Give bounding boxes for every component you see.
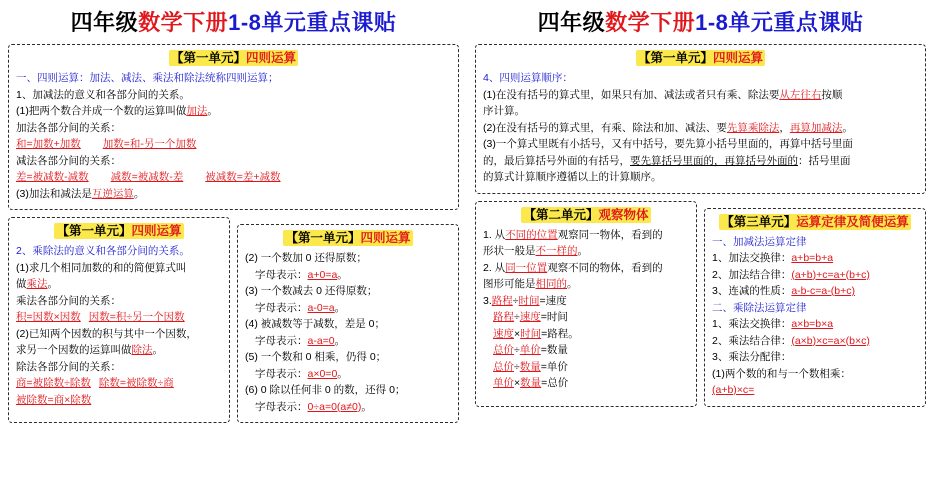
- text-line: (1)求几个相同加数的和的简便算式叫: [16, 261, 187, 274]
- card-badge-rest: 运算定律及简便运算: [796, 214, 909, 229]
- text-line: (5) 一个数和 0 相乘，仍得 0；: [245, 351, 387, 363]
- text-line: 3.路程÷时间=速度: [483, 294, 567, 307]
- card-unit1-operation-order: [475, 44, 926, 194]
- text-line: 2. 从同一位置观察不同的物体，看到的: [483, 261, 663, 274]
- text-line: (3)一个算式里既有小括号，又有中括号，要先算小括号里面的，再算中括号里面: [483, 138, 853, 150]
- title-part-3: 1-8单元重点课贴: [228, 10, 397, 35]
- card-unit1-four-operations-left-bottom-2: [237, 224, 459, 423]
- text-line: 1、乘法交换律：a×b=b×a: [712, 318, 834, 330]
- card-title: [245, 230, 451, 247]
- card-badge-rest: 四则运算: [246, 51, 297, 65]
- card-badge: 【第一单元】: [56, 224, 132, 238]
- text-line: 字母表示：a×0=0。: [255, 367, 348, 380]
- text-line: (1)两个数的和与一个数相乘：: [712, 367, 851, 380]
- title-part-1: 四年级: [70, 10, 139, 35]
- card-unit1-four-operations-left-top: [8, 44, 459, 210]
- card-title: [483, 207, 689, 224]
- text-line: 总价÷数量=单价: [493, 360, 568, 373]
- text-line: 做乘法。: [16, 278, 58, 290]
- card-title: [16, 50, 451, 67]
- card-unit1-four-operations-left-bottom: [8, 217, 230, 423]
- card-badge: 【第一单元】: [285, 231, 361, 245]
- text-line: 序计算。: [483, 105, 525, 117]
- text-line: 1、加法交换律：a+b=b+a: [712, 252, 834, 264]
- text-line: (3)加法和减法是互逆运算。: [16, 187, 145, 200]
- card-unit3-operation-laws: [704, 208, 926, 407]
- text-line: (2)在没有括号的算式里，有乘、除法和加、减法、要先算乘除法，再算加减法。: [483, 121, 853, 134]
- text-line: (3) 一个数减去 0 还得原数；: [245, 285, 378, 297]
- text-line: 积=因数×因数 因数=积÷另一个因数: [16, 311, 185, 323]
- text-line: 图形可能是相同的。: [483, 278, 578, 290]
- text-line: 形状一般是不一样的。: [483, 245, 588, 257]
- card-badge: 【第一单元】: [637, 51, 713, 65]
- page-title: [8, 8, 459, 38]
- card-title: [16, 223, 222, 240]
- card-badge-rest: 四则运算: [131, 224, 182, 238]
- text-line: 和=加数+加数 加数=和-另一个加数: [16, 138, 197, 150]
- text-line: (4) 被减数等于减数，差是 0；: [245, 318, 386, 330]
- text-line: 单价×数量=总价: [493, 377, 569, 389]
- left-bottom-card-row: [8, 217, 459, 423]
- text-line: (6) 0 除以任何非 0 的数，还得 0；: [245, 384, 406, 396]
- text-line: 字母表示：a+0=a。: [255, 268, 348, 281]
- page-title-2: [475, 8, 926, 38]
- card-title: [483, 50, 918, 67]
- text-line: 2、乘除法的意义和各部分间的关系。: [16, 245, 190, 257]
- text-line: (a+b)×c=: [712, 384, 755, 396]
- text-line: 二、乘除法运算定律: [712, 301, 807, 314]
- text-line: 求另一个因数的运算叫做除法。: [16, 344, 163, 356]
- text-line: (1)把两个数合并成一个数的运算叫做加法。: [16, 105, 218, 117]
- text-line: 的算式计算顺序遵循以上的计算顺序。: [483, 171, 662, 183]
- card-badge-rest: 四则运算: [713, 51, 764, 65]
- text-line: 除法各部分间的关系：: [16, 360, 121, 373]
- card-badge: 【第二单元】: [523, 207, 599, 222]
- card-badge-rest: 观察物体: [598, 207, 649, 222]
- text-line: 速度×时间=路程。: [493, 327, 579, 340]
- text-line: 被除数=商×除数: [16, 393, 92, 406]
- text-line: 3、连减的性质：a-b-c=a-(b+c): [712, 285, 855, 297]
- text-line: 字母表示：0÷a=0(a≠0)。: [255, 400, 372, 413]
- text-line: 一、四则运算：加法、减法、乘法和除法统称四则运算；: [16, 72, 279, 84]
- title-part-2: 数学下册: [138, 10, 229, 35]
- text-line: 的，最后算括号外面的有括号，要先算括号里面的，再算括号外面的：括号里面: [483, 154, 851, 167]
- text-line: 路程÷速度=时间: [493, 311, 568, 323]
- text-line: 加法各部分间的关系：: [16, 121, 121, 134]
- title-part-2: 数学下册: [605, 10, 696, 35]
- right-bottom-card-row: [475, 201, 926, 407]
- text-line: (1)在没有括号的算式里，如果只有加、减法或者只有乘、除法要从左往右按顺: [483, 88, 843, 101]
- text-line: 3、乘法分配律：: [712, 351, 792, 363]
- right-page-half: [467, 0, 934, 497]
- text-line: 字母表示：a-a=0。: [255, 334, 346, 347]
- text-line: 字母表示：a-0=a。: [255, 301, 346, 314]
- text-line: 总价÷单价=数量: [493, 344, 568, 356]
- card-badge: 【第一单元】: [170, 51, 246, 65]
- text-line: 减法各部分间的关系：: [16, 154, 121, 167]
- text-line: 2、加法结合律：(a+b)+c=a+(b+c): [712, 268, 870, 281]
- title-part-3: 1-8单元重点课贴: [695, 10, 864, 35]
- card-unit2-observe-objects: [475, 201, 697, 407]
- title-part-1: 四年级: [537, 10, 606, 35]
- text-line: 2、乘法结合律：(a×b)×c=a×(b×c): [712, 334, 870, 347]
- card-badge: 【第三单元】: [721, 214, 797, 229]
- text-line: 4、四则运算顺序：: [483, 72, 573, 84]
- text-line: 1、加减法的意义和各部分间的关系。: [16, 88, 190, 101]
- card-badge-rest: 四则运算: [360, 231, 411, 245]
- card-title: [712, 214, 918, 231]
- text-line: 差=被减数-减数 减数=被减数-差 被减数=差+减数: [16, 171, 281, 183]
- text-line: 商=被除数÷除数 除数=被除数÷商: [16, 377, 174, 389]
- text-line: 一、加减法运算定律: [712, 235, 807, 248]
- text-line: 1. 从不同的位置观察同一物体，看到的: [483, 228, 663, 241]
- text-line: 乘法各部分间的关系：: [16, 294, 121, 307]
- text-line: (2) 一个数加 0 还得原数；: [245, 252, 367, 264]
- text-line: (2)已知两个因数的积与其中一个因数，: [16, 327, 197, 340]
